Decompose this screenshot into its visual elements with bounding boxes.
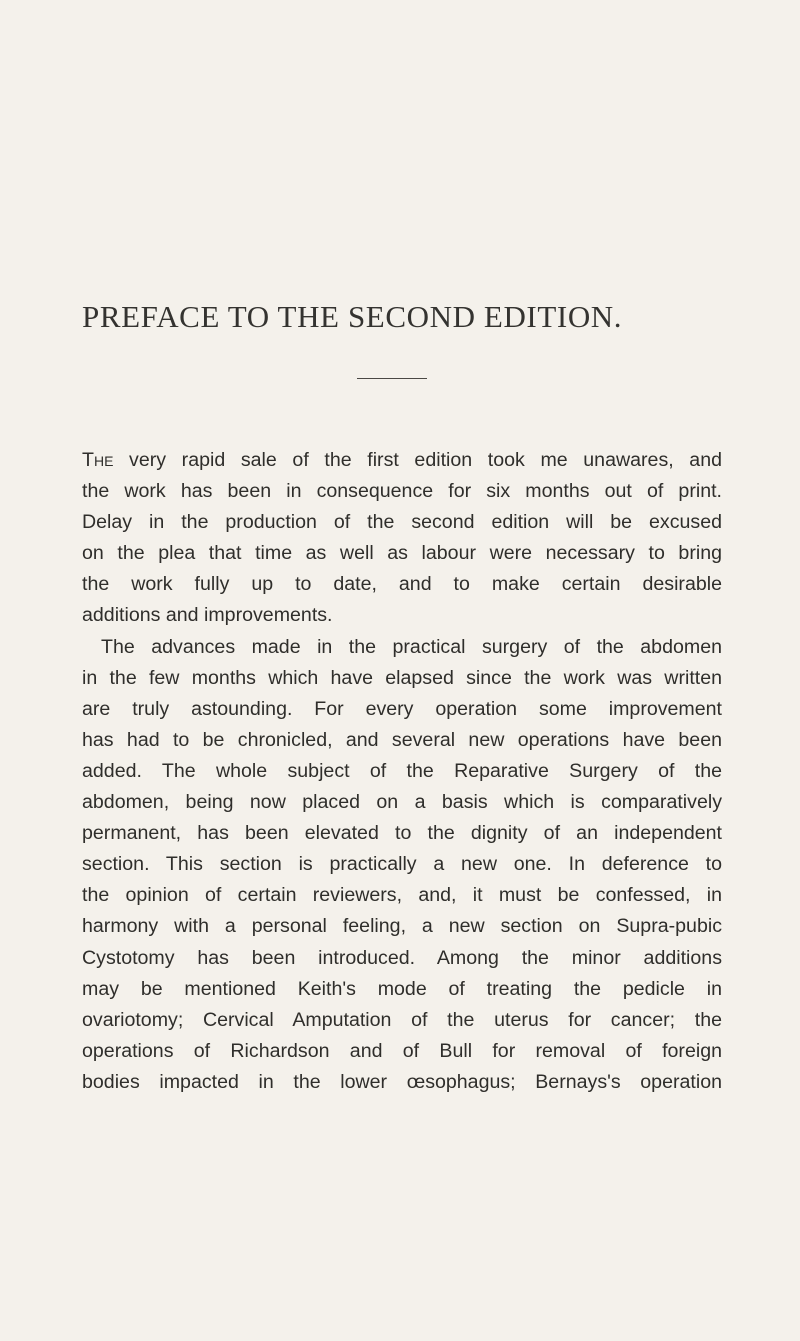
text-line: the work fully up to date, and to make certain desirable	[82, 573, 722, 596]
text-line: permanent, has been elevated to the dignity of an independent	[82, 822, 722, 845]
text-line: may be mentioned Keith's mode of treating the pedicle in	[82, 977, 722, 1000]
text-line: has had to be chronicled, and several new operations have been	[82, 728, 722, 751]
opening-word: The	[82, 449, 114, 471]
page-title: PREFACE TO THE SECOND EDITION.	[82, 299, 623, 334]
text-line: ovariotomy; Cervical Amputation of the uterus for cancer; the	[82, 1008, 722, 1031]
text-line: additions and improvements.	[82, 604, 333, 627]
line-text: very rapid sale of the first edition took me unawares, and	[113, 449, 722, 471]
text-line: are truly astounding. For every operation some improvement	[82, 697, 722, 720]
text-line: Delay in the production of the second edition will be excused	[82, 511, 722, 534]
text-line: The advances made in the practical surgery of the abdomen	[101, 635, 722, 658]
text-line	[82, 445, 722, 476]
paragraph-2	[82, 632, 722, 1098]
title-divider	[357, 378, 427, 379]
text-line: operations of Richardson and of Bull for removal of foreign	[82, 1039, 722, 1062]
text-line: abdomen, being now placed on a basis which is comparatively	[82, 791, 722, 814]
text-line: on the plea that time as well as labour were necessary to bring	[82, 542, 722, 565]
text-line: in the few months which have elapsed since the work was written	[82, 666, 722, 689]
text-line: bodies impacted in the lower œsophagus; Bernays's operation	[82, 1070, 722, 1093]
preface-body	[82, 445, 722, 1098]
text-line: Cystotomy has been introduced. Among the minor additions	[82, 946, 722, 969]
text-line: harmony with a personal feeling, a new section on Supra-pubic	[82, 915, 722, 938]
paragraph-1	[82, 445, 722, 632]
text-line: the work has been in consequence for six months out of print.	[82, 480, 722, 503]
text-line: section. This section is practically a new one. In deference to	[82, 853, 722, 876]
text-line: added. The whole subject of the Reparative Surgery of the	[82, 759, 722, 782]
text-line: the opinion of certain reviewers, and, it must be confessed, in	[82, 884, 722, 907]
